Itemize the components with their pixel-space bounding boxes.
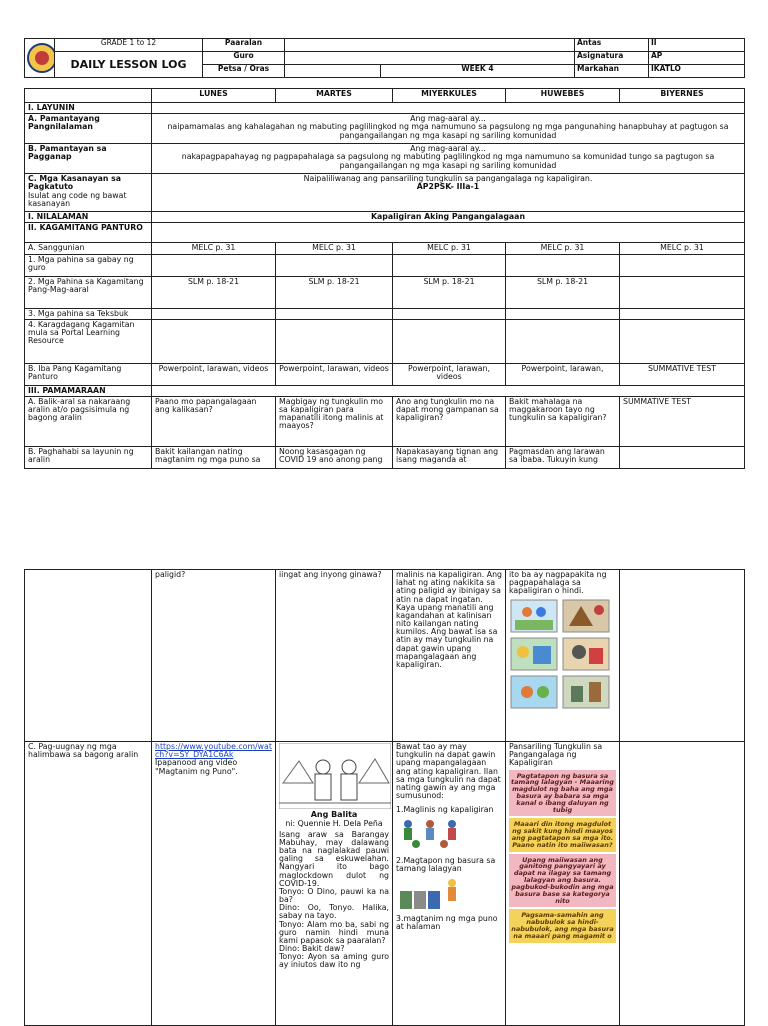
- pamamaraan-heading: III. PAMAMARAAN: [25, 385, 152, 396]
- lesson-log-page-1: [24, 38, 744, 469]
- balita-author: ni: Quennie H. Dela Peña: [285, 818, 383, 828]
- pag-uugnay-martes: [276, 742, 393, 1026]
- petsa-value: [285, 65, 381, 78]
- balik-aral-miyerkules: Ano ang tungkulin mo na dapat mong gampanan sa kapaligiran?: [393, 396, 506, 446]
- kasanayan-code: AP2PSK- IIIa-1: [416, 182, 480, 192]
- picture-trash: [563, 676, 609, 708]
- kasanayan-text: [152, 174, 745, 212]
- tungkulin-item-3: 3.magtanim ng mga puno at halaman: [396, 914, 498, 932]
- info-card-3: Upang maiiwasan ang ganitong pangyayari ay dapat na ilagay sa tamang lalagyan ang basura. pagbukod-bukodin ang mga basura base sa kategorya nito: [509, 854, 616, 908]
- balik-aral-martes: Magbigay ng tungkulin mo sa kapaligiran para mapanatili itong malinis at maayos?: [276, 396, 393, 446]
- picture-children: [511, 676, 557, 708]
- slm-cell: SLM p. 18-21: [276, 276, 393, 308]
- paghahabi-huwebes-cont: [506, 570, 620, 742]
- kasanayan-sublabel: Isulat ang code ng bawat kasanayan: [28, 190, 127, 208]
- paghahabi-martes-cont: iingat ang inyong ginawa?: [276, 570, 393, 742]
- pag-uugnay-miyerkules: [393, 742, 506, 1026]
- cleaning-illustration: [396, 814, 466, 854]
- paghahabi-label: B. Paghahabi sa layunin ng aralin: [25, 446, 152, 468]
- tungkulin-item-2: 2.Magtapon ng basura sa tamang lalagyan: [396, 855, 496, 873]
- paghahabi-miyerkules-cont: malinis na kapaligiran. Ang lahat ng ating nakikita sa ating paligid ay ibinigay sa atin na dapat ingatan. Kaya upang manatili ang kagandahan at kalinisan nito kailangan nating kumilos. Ang bawat isa sa atin ay may tungkulin na dapat gawin upang mapangalagaan ang kapaligiran.: [393, 570, 506, 742]
- intro-line: Ang mag-aaral ay...: [410, 144, 486, 154]
- portal-learning-resource-label: 4. Karagdagang Kagamitan mula sa Portal Learning Resource: [25, 319, 152, 363]
- lesson-log-page-2: [24, 569, 744, 1026]
- paghahabi-lunes: Bakit kailangan nating magtanim ng mga puno sa: [152, 446, 276, 468]
- paghahabi-lunes-cont: paligid?: [152, 570, 276, 742]
- day-header: MIYERKULES: [393, 89, 506, 103]
- pansariling-title: Pansariling Tungkulin sa Pangangalaga ng Kapaligiran: [509, 742, 603, 768]
- kasanayan-label: C. Mga Kasanayan sa Pagkatuto: [28, 174, 122, 192]
- huwebes-instruction: ito ba ay nagpapakita ng pagpapahalaga sa kapaligiran o hindi.: [509, 570, 607, 596]
- slm-cell: SLM p. 18-21: [393, 276, 506, 308]
- guro-label: Guro: [203, 52, 285, 65]
- day-header: MARTES: [276, 89, 393, 103]
- materials-cell: Powerpoint, larawan, videos: [276, 363, 393, 385]
- document-title: DAILY LESSON LOG: [55, 52, 203, 78]
- melc-cell: MELC p. 31: [506, 243, 620, 254]
- melc-cell: MELC p. 31: [276, 243, 393, 254]
- balita-body: Isang araw sa Barangay Mabuhay, may dalawang bata na naglalakad pauwi galing sa eskuwelahan. Nangyari ito bago maglockdown dulot ng COVID-19. Tonyo: O Dino, pauwi ka na ba? Dino: Oo, Tonyo. Halika, sabay na tayo. Tonyo: Alam mo ba, sabi ng guro namin hindi muna kami papasok sa paaralan? Dino: Bakit daw? Tonyo: Ayon sa aming guro ay iniutos daw ito ng: [279, 829, 389, 970]
- paghahabi-martes: Noong kasasgagan ng COVID 19 ano anong pang: [276, 446, 393, 468]
- kasanayan-label-cell: [25, 174, 152, 212]
- kagamitang-panturo-heading: II. KAGAMITANG PANTURO: [25, 223, 152, 243]
- markahan-value: IKATLO: [649, 65, 745, 78]
- kagamitang-pang-mag-aaral-label: 2. Mga Pahina sa Kagamitang Pang-Mag-aaral: [25, 276, 152, 308]
- kasanayan-description: Naipaliliwanag ang pansariling tungkulin sa pangangalaga ng kapaligiran.: [303, 174, 593, 184]
- day-header: LUNES: [152, 89, 276, 103]
- paaralan-value: [285, 39, 575, 52]
- iba-pang-kagamitan-label: B. Iba Pang Kagamitang Panturo: [25, 363, 152, 385]
- sanggunian-label: A. Sanggunian: [25, 243, 152, 254]
- materials-cell: Powerpoint, larawan, videos: [152, 363, 276, 385]
- petsa-label: Petsa / Oras: [203, 65, 285, 78]
- header-table: [24, 38, 745, 78]
- standard-text: nakapagpapahayag ng pagpapahalaga sa pagsulong ng mabuting paglilingkod ng mga namumuno sa komunidad tungo sa pagtugon sa pangangailangan ng mga kasapi ng sariling komunidad: [181, 152, 715, 170]
- standard-text: naipamamalas ang kahalagahan ng mabuting paglilingkod ng mga namumuno sa pagsulong ng mga pangunahing hanapbuhay at pagtugon sa pangangailangan ng mga kasapi ng sariling komunidad: [167, 122, 729, 140]
- deped-seal-icon: [27, 43, 55, 73]
- info-card-2: Maaari din itong magdulot ng sakit kung hindi maayos ang pagtatapon sa mga ito. Paano natin ito maiiwasan?: [509, 818, 616, 851]
- info-card-4: Pagsama-samahin ang nabubulok sa hindi-nabubulok, ang mga basura na maaari pang magamit o: [509, 909, 616, 942]
- materials-cell: Powerpoint, larawan, videos: [393, 363, 506, 385]
- continuation-table: [24, 569, 745, 1026]
- balita-illustration: [279, 743, 391, 809]
- balik-aral-lunes: Paano mo papangalagaan ang kalikasan?: [152, 396, 276, 446]
- balik-aral-label: A. Balik-aral sa nakaraang aralin at/o pagsisimula ng bagong aralin: [25, 396, 152, 446]
- melc-cell: MELC p. 31: [152, 243, 276, 254]
- markahan-label: Markahan: [575, 65, 649, 78]
- materials-cell: Powerpoint, larawan,: [506, 363, 620, 385]
- balik-aral-biyernes: SUMMATIVE TEST: [620, 396, 745, 446]
- pamantayan-sa-pagganap-text: [152, 144, 745, 174]
- balik-aral-huwebes: Bakit mahalaga na maggakaroon tayo ng tungkulin sa kapaligiran?: [506, 396, 620, 446]
- asignatura-label: Asignatura: [575, 52, 649, 65]
- balita-title: Ang Balita: [310, 810, 358, 820]
- asignatura-value: AP: [649, 52, 745, 65]
- lesson-table: [24, 88, 745, 469]
- nilalaman-value: Kapaligiran Aking Pangangalagaan: [152, 212, 745, 223]
- deped-seal-cell: [25, 39, 55, 78]
- paghahabi-huwebes: Pagmasdan ang larawan sa ibaba. Tukuyin kung: [506, 446, 620, 468]
- slm-cell: SLM p. 18-21: [152, 276, 276, 308]
- summative-cell: SUMMATIVE TEST: [620, 363, 745, 385]
- layunin-heading: I. LAYUNIN: [25, 103, 152, 114]
- week-label: WEEK 4: [381, 65, 575, 78]
- pag-uugnay-huwebes: [506, 742, 620, 1026]
- guro-value: [285, 52, 575, 65]
- youtube-video-link[interactable]: https://www.youtube.com/watch?v=SY_DYA1C6Ak: [155, 742, 272, 760]
- teksbuk-label: 3. Mga pahina sa Teksbuk: [25, 308, 152, 319]
- day-header: HUWEBES: [506, 89, 620, 103]
- trash-bin-illustration: [396, 873, 466, 913]
- tungkulin-item-1: 1.Maglinis ng kapaligiran: [396, 805, 494, 815]
- nilalaman-heading: I. NILALAMAN: [25, 212, 152, 223]
- antas-label: Antas: [575, 39, 649, 52]
- pamantayan-sa-pagganap-label: B. Pamantayan sa Pagganap: [25, 144, 152, 174]
- gabay-ng-guro-label: 1. Mga pahina sa gabay ng guro: [25, 254, 152, 276]
- antas-value: II: [649, 39, 745, 52]
- tungkulin-intro: Bawat tao ay may tungkulin na dapat gawin upang mapangalagaan ang ating kapaligiran. Ilan sa mga tungkulin na dapat nating gawin ay ang mga sumusunod:: [396, 742, 501, 801]
- paaralan-label: Paaralan: [203, 39, 285, 52]
- grade-label: GRADE 1 to 12: [55, 39, 203, 52]
- day-header: BIYERNES: [620, 89, 745, 103]
- video-instruction: Ipapanood ang video "Magtanim ng Puno".: [155, 758, 238, 776]
- pag-uugnay-lunes: [152, 742, 276, 1026]
- melc-cell: MELC p. 31: [393, 243, 506, 254]
- environment-pictures-grid: [509, 596, 613, 712]
- corner-cell: [25, 89, 152, 103]
- info-card-1: Pagtatapon ng basura sa tamang lalagyan - Maaaring magdulot ng baha ang mga basura ay babara sa mga kanal o ibang daluyan ng tubig: [509, 770, 616, 817]
- paghahabi-miyerkules: Napakasayang tignan ang isang maganda at: [393, 446, 506, 468]
- melc-cell: MELC p. 31: [620, 243, 745, 254]
- slm-cell: SLM p. 18-21: [506, 276, 620, 308]
- pamantayang-pangnilalaman-label: A. Pamantayang Pangnilalaman: [25, 114, 152, 144]
- intro-line: Ang mag-aaral ay...: [410, 114, 486, 124]
- pamantayang-pangnilalaman-text: [152, 114, 745, 144]
- pag-uugnay-label: C. Pag-uugnay ng mga halimbawa sa bagong aralin: [25, 742, 152, 1026]
